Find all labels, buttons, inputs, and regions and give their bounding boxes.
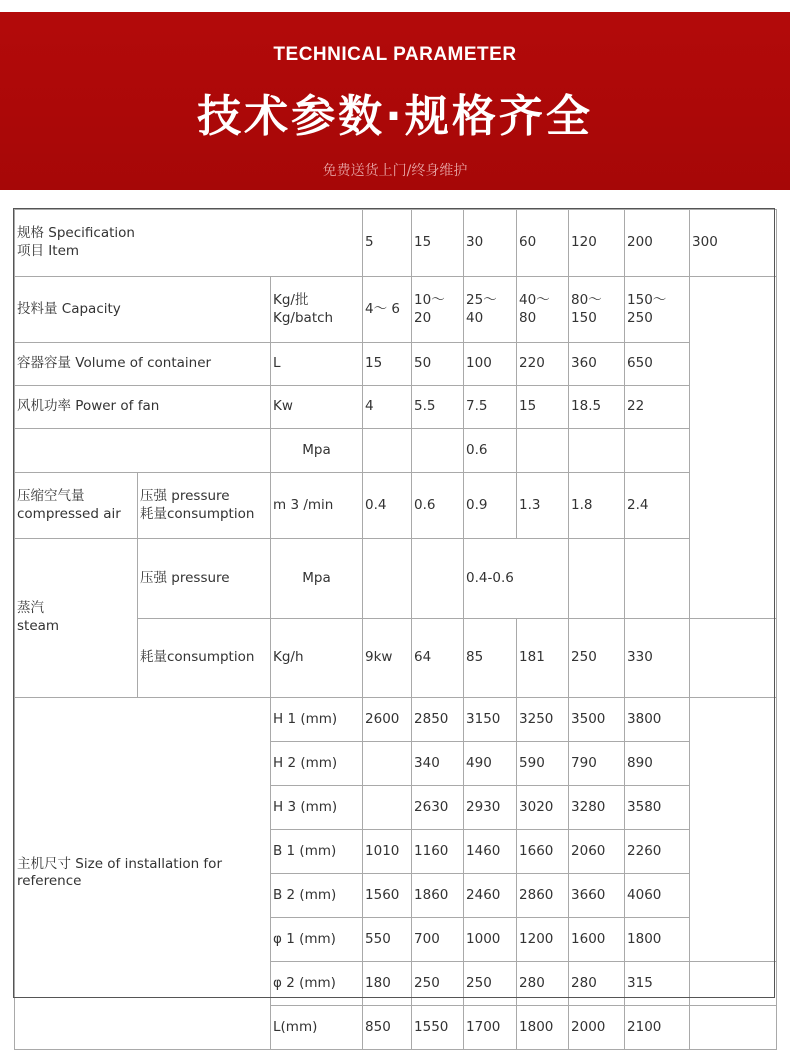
- steam-label-line2: steam: [17, 617, 60, 634]
- cell-line: 250: [627, 309, 653, 326]
- empty-cell: [690, 1005, 777, 1049]
- capacity-cell: [363, 277, 412, 343]
- size-cell: 3660: [569, 873, 625, 917]
- size-cell: 3800: [625, 697, 690, 741]
- size-label-line2: reference: [17, 873, 82, 890]
- size-cell: 1560: [363, 873, 412, 917]
- size-label-line1: 主机尺寸 Size of installation for: [17, 855, 222, 872]
- fan-cell: 22: [625, 386, 690, 429]
- air-cell: 1.3: [517, 473, 569, 539]
- size-cell: 280: [569, 961, 625, 1005]
- size-cell: 1550: [412, 1005, 464, 1049]
- cell-line: 20: [414, 309, 432, 326]
- size-row-name: H 3 (mm): [271, 785, 363, 829]
- empty-cell: [690, 697, 777, 961]
- steam-cell: 181: [517, 619, 569, 698]
- size-cell: [363, 785, 412, 829]
- size-cell: 2930: [464, 785, 517, 829]
- empty-cell: [690, 961, 777, 1005]
- fan-unit: Kw: [271, 386, 363, 429]
- model-cell: 15: [412, 210, 464, 277]
- table-row: [15, 210, 777, 277]
- size-cell: 3020: [517, 785, 569, 829]
- air-sub-label: [138, 473, 271, 539]
- size-cell: 550: [363, 917, 412, 961]
- table-row: [15, 697, 777, 741]
- size-cell: 280: [517, 961, 569, 1005]
- size-cell: 700: [412, 917, 464, 961]
- fan-cell: 18.5: [569, 386, 625, 429]
- steam-label: [15, 539, 138, 698]
- empty-cell: [363, 539, 412, 619]
- air-sub-line2: 耗量consumption: [140, 505, 255, 522]
- steam-pressure-label: 压强 pressure: [138, 539, 271, 619]
- model-cell: 5: [363, 210, 412, 277]
- size-cell: 1200: [517, 917, 569, 961]
- model-cell: 200: [625, 210, 690, 277]
- empty-cell: [569, 429, 625, 473]
- spec-item-header: [15, 210, 363, 277]
- size-row-name: L(mm): [271, 1005, 363, 1049]
- size-cell: 2100: [625, 1005, 690, 1049]
- cell-line: 25～: [466, 291, 497, 308]
- size-cell: 3250: [517, 697, 569, 741]
- empty-cell: [625, 429, 690, 473]
- volume-cell: 220: [517, 343, 569, 386]
- size-cell: [363, 741, 412, 785]
- empty-cell: [363, 429, 412, 473]
- item-label: 项目 Item: [17, 243, 80, 259]
- size-cell: 180: [363, 961, 412, 1005]
- title-zh: 技术参数·规格齐全: [197, 91, 593, 142]
- size-cell: 1010: [363, 829, 412, 873]
- air-label-line2: compressed air: [17, 505, 121, 522]
- urs-spacer: [690, 277, 777, 619]
- table-row: [15, 343, 777, 386]
- steam-label-line1: 蒸汽: [17, 600, 44, 617]
- air-pressure-value: 0.6: [464, 429, 517, 473]
- size-cell: 790: [569, 741, 625, 785]
- spec-table: [14, 209, 777, 1050]
- air-label: [15, 473, 138, 539]
- cell-line: 4～ 6: [365, 300, 400, 317]
- empty-cell: [15, 429, 271, 473]
- size-cell: 1800: [625, 917, 690, 961]
- steam-pressure-unit: Mpa: [271, 539, 363, 619]
- cell-line: 80: [519, 309, 537, 326]
- cell-line: 40: [466, 309, 484, 326]
- cell-line: 10～: [414, 291, 445, 308]
- size-label: [15, 697, 271, 1049]
- air-sub-line1: 压强 pressure: [140, 487, 230, 504]
- capacity-unit-line2: Kg/batch: [273, 309, 334, 326]
- air-cell: 0.6: [412, 473, 464, 539]
- table-row: [15, 386, 777, 429]
- capacity-unit-line1: Kg/批: [273, 291, 309, 308]
- air-pressure-unit: Mpa: [271, 429, 363, 473]
- air-label-line1: 压缩空气量: [17, 487, 85, 504]
- model-cell: 60: [517, 210, 569, 277]
- size-row-name: B 1 (mm): [271, 829, 363, 873]
- size-cell: 2060: [569, 829, 625, 873]
- size-cell: 2460: [464, 873, 517, 917]
- cell-line: 150: [571, 309, 597, 326]
- header-banner: [0, 12, 790, 190]
- steam-cell: 9kw: [363, 619, 412, 698]
- volume-label: 容器容量 Volume of container: [15, 343, 271, 386]
- empty-cell: [412, 429, 464, 473]
- air-cell: 1.8: [569, 473, 625, 539]
- capacity-cell: [412, 277, 464, 343]
- steam-cell: 85: [464, 619, 517, 698]
- volume-unit: L: [271, 343, 363, 386]
- size-row-name: B 2 (mm): [271, 873, 363, 917]
- steam-pressure-value: 0.4-0.6: [464, 539, 569, 619]
- fan-cell: 4: [363, 386, 412, 429]
- size-cell: 1860: [412, 873, 464, 917]
- steam-cell: 250: [569, 619, 625, 698]
- size-cell: 890: [625, 741, 690, 785]
- size-row-name: φ 2 (mm): [271, 961, 363, 1005]
- table-row: [15, 473, 777, 539]
- size-cell: 1660: [517, 829, 569, 873]
- size-cell: 2260: [625, 829, 690, 873]
- air-cell: 2.4: [625, 473, 690, 539]
- size-cell: 1600: [569, 917, 625, 961]
- air-consumption-unit: m 3 /min: [271, 473, 363, 539]
- size-row-name: H 1 (mm): [271, 697, 363, 741]
- table-row: [15, 429, 777, 473]
- size-cell: 250: [412, 961, 464, 1005]
- fan-cell: 15: [517, 386, 569, 429]
- capacity-label: 投料量 Capacity: [15, 277, 271, 343]
- empty-cell: [625, 539, 690, 619]
- subtitle: 免费送货上门/终身维护: [322, 163, 468, 179]
- empty-cell: [569, 539, 625, 619]
- size-cell: 2000: [569, 1005, 625, 1049]
- size-cell: 1000: [464, 917, 517, 961]
- table-row: [15, 277, 777, 343]
- size-cell: 1160: [412, 829, 464, 873]
- size-cell: 1800: [517, 1005, 569, 1049]
- capacity-cell: [517, 277, 569, 343]
- model-cell: 120: [569, 210, 625, 277]
- size-cell: 3150: [464, 697, 517, 741]
- steam-consumption-label: 耗量consumption: [138, 619, 271, 698]
- cell-line: 150～: [627, 291, 667, 308]
- size-cell: 4060: [625, 873, 690, 917]
- capacity-cell: [569, 277, 625, 343]
- air-cell: 0.4: [363, 473, 412, 539]
- fan-label: 风机功率 Power of fan: [15, 386, 271, 429]
- volume-cell: 360: [569, 343, 625, 386]
- size-cell: 3500: [569, 697, 625, 741]
- steam-cell: 64: [412, 619, 464, 698]
- title-en: TECHNICAL PARAMETER: [273, 44, 517, 65]
- size-cell: 2860: [517, 873, 569, 917]
- size-row-name: φ 1 (mm): [271, 917, 363, 961]
- size-cell: 490: [464, 741, 517, 785]
- size-cell: 315: [625, 961, 690, 1005]
- steam-consumption-unit: Kg/h: [271, 619, 363, 698]
- size-cell: 2630: [412, 785, 464, 829]
- size-cell: 2600: [363, 697, 412, 741]
- size-cell: 850: [363, 1005, 412, 1049]
- cell-line: 80～: [571, 291, 602, 308]
- size-cell: 3580: [625, 785, 690, 829]
- volume-cell: 650: [625, 343, 690, 386]
- fan-cell: 7.5: [464, 386, 517, 429]
- volume-cell: 100: [464, 343, 517, 386]
- air-cell: 0.9: [464, 473, 517, 539]
- model-cell: 300: [690, 210, 777, 277]
- size-cell: 3280: [569, 785, 625, 829]
- size-row-name: H 2 (mm): [271, 741, 363, 785]
- size-cell: 1700: [464, 1005, 517, 1049]
- size-cell: 2850: [412, 697, 464, 741]
- fan-cell: 5.5: [412, 386, 464, 429]
- capacity-cell: [625, 277, 690, 343]
- size-cell: 340: [412, 741, 464, 785]
- steam-cell: 330: [625, 619, 690, 698]
- cell-line: 40～: [519, 291, 550, 308]
- volume-cell: 15: [363, 343, 412, 386]
- empty-cell: [517, 429, 569, 473]
- spec-label: 规格 Specification: [17, 225, 135, 242]
- table-row: [15, 539, 777, 619]
- empty-cell: [412, 539, 464, 619]
- size-cell: 250: [464, 961, 517, 1005]
- capacity-cell: [464, 277, 517, 343]
- model-cell: 30: [464, 210, 517, 277]
- size-cell: 1460: [464, 829, 517, 873]
- size-cell: 590: [517, 741, 569, 785]
- volume-cell: 50: [412, 343, 464, 386]
- capacity-unit: [271, 277, 363, 343]
